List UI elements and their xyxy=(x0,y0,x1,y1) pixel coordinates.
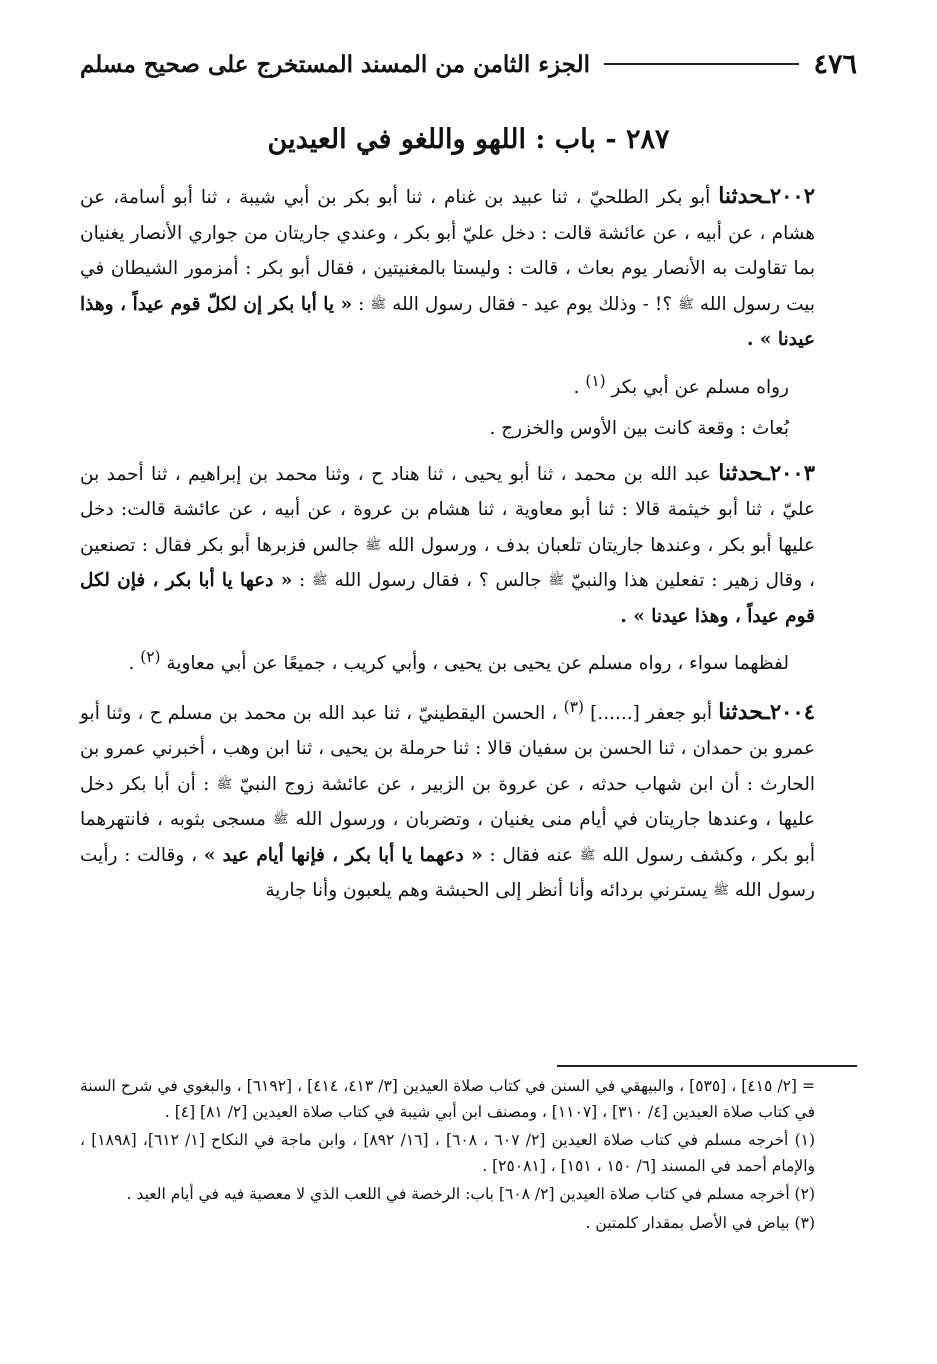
salla-ligature: ﷺ xyxy=(548,573,565,589)
haddathana-word: ـحدثنا xyxy=(718,183,770,209)
note-text: لفظهما سواء ، رواه مسلم عن يحيى بن يحيى ، وأبي كريب ، جميعًا عن أبي معاوية xyxy=(166,653,789,675)
hadith-number: ٢٠٠٣ xyxy=(769,459,815,485)
salla-ligature: ﷺ xyxy=(272,812,289,828)
hadith-text: الحسن اليقطينيّ ، ثنا عبد الله بن محمد بن مسلم ح ، وثنا أبو عمرو بن حمدان ، ثنا الحسن بن سفيان قالا : ثنا حرملة بن يحيى ، ثنا ابن وهب ، أخبرني عمرو بن الحارث : أن ابن شهاب حدثه ، عن عروة بن الزبير ، عن عائشة زوج النبيّ xyxy=(80,702,816,795)
note-text: . xyxy=(573,376,586,398)
hadith-text: جالس فزبرها أبو بكر فقال : تصنعين ، وقال زهير : تفعلين هذا والنبيّ xyxy=(80,534,816,592)
prophet-quote: « يا أبا بكر إن لكلّ قوم عيداً ، وهذا عيدنا » . xyxy=(80,293,815,350)
salla-ligature: ﷺ xyxy=(713,883,729,899)
footnote-separator xyxy=(557,1065,857,1067)
hadith-text: جالس ؟ ، فقال رسول الله xyxy=(334,570,549,592)
salla-ligature: ﷺ xyxy=(579,847,596,863)
footnote-2: (٢) أخرجه مسلم في كتاب صلاة العيدين [٢/ ٦٠٨] باب: الرخصة في اللعب الذي لا معصية فيه في أيام العيد . xyxy=(126,1185,815,1203)
running-title: الجزء الثامن من المسند المستخرج على صحيح مسلم xyxy=(80,50,590,78)
footnote-ref: (٣) xyxy=(563,697,584,716)
note-text: رواه مسلم عن أبي بكر xyxy=(611,376,789,398)
hadith-text: ، وقالت : رأيت رسول الله xyxy=(80,844,815,902)
hadith-text: مسجى بثوبه ، فانتهرهما أبو بكر ، وكشف رسول الله xyxy=(80,809,815,866)
header-rule xyxy=(604,63,799,65)
takhrij-note xyxy=(80,364,815,406)
hadith-number: ٢٠٠٤ xyxy=(769,698,815,724)
hadith-text: أبو بكر الطلحيّ ، ثنا عبيد بن غنام ، ثنا أبو بكر بن أبي شيبة ، ثنا أبو أسامة، عن هشام ، عن أبيه ، عن عائشة قالت : دخل عليّ أبو بكر ، وعندي جاريتان من جواري الأنصار يغنيان بما تقاولت به الأنصار يوم بعاث ، قالت : وليستا بالمغنيتين ، فقال أبو بكر : أمزمور الشيطان في بيت رسول الله xyxy=(80,187,815,315)
hadith-text: : أن أبا بكر دخل عليها ، وعندها جاريتان في أيام منى يغنيان ، وتضربان ، ورسول الله xyxy=(80,773,815,831)
hadith-text: ؟! - وذلك يوم عيد - فقال رسول الله xyxy=(392,293,679,315)
hadith-2004: ٢٠٠٤ـحدثنا أبو جعفر [......] $^{(٣)}$ ، الحسن اليقطينيّ ، ثنا عبد الله بن محمد بن مسلم ح ، وثنا أبو عمرو بن حمدان ، ثنا الحسن بن سفيان قالا : ثنا حرملة بن يحيى ، ثنا ابن وهب ، أخبرني عمرو بن الحارث : أن ابن شهاب حدثه ، عن عروة بن الزبير ، عن عائشة زوج النبيّ ﷺ : أن أبا بكر دخل عليها ، وعندها جاريتان في أيام منى يغنيان ، وتضربان ، ورسول الله ﷺ مسجى بثوبه ، فانتهرهما أبو بكر ، وكشف رسول الله ﷺ عنه فقال : « دعهما يا أبا بكر ، فإنها أيام عيد » ، وقالت : رأيت رسول الله ﷺ يسترني بردائه وأنا أنظر إلى الحبشة وهم يلعبون وأنا جارية xyxy=(80,697,816,902)
chapter-title: ٢٨٧ - باب : اللهو واللغو في العيدين xyxy=(267,124,670,155)
haddathana-word: ـحدثنا xyxy=(718,459,770,486)
salla-ligature: ﷺ xyxy=(678,296,694,312)
running-header xyxy=(80,46,857,82)
footnote-continued: = [٢/ ٤١٥] ، [٥٣٥] ، والبيهقي في السنن في كتاب صلاة العيدين [٣/ ٤١٣، ٤١٤] ، [٦١٩٢] ، والبغوي في شرح السنة في كتاب صلاة العيدين [٤/ ٣١٠] ، [١١٠٧] ، ومصنف ابن أبي شيبة في كتاب صلاة العيدين [٢/ ٨١] [٤] . xyxy=(80,1077,815,1121)
hadith-text: يسترني بردائه وأنا أنظر إلى الحبشة وهم يلعبون وأنا جارية xyxy=(265,880,714,902)
hadith-text: : xyxy=(292,570,312,592)
prophet-quote: « دعها يا أبا بكر ، فإن لكل قوم عيداً ، وهذا عيدنا » . xyxy=(80,570,815,627)
salla-ligature: ﷺ xyxy=(370,296,387,312)
page-number: ٤٧٦ xyxy=(813,48,857,80)
hadith-text: : xyxy=(352,293,371,315)
hadith-number: ٢٠٠٢ xyxy=(769,183,815,208)
footnote-ref: (١) xyxy=(585,371,606,390)
footnotes xyxy=(80,1074,815,1239)
note-text: . xyxy=(128,653,141,675)
salla-ligature: ﷺ xyxy=(311,573,328,589)
takhrij-note xyxy=(80,640,815,682)
hadith-text: عبد الله بن محمد ، ثنا أبو يحيى ، ثنا هناد ح ، وثنا محمد بن إبراهيم ، ثنا أحمد بن عليّ ، ثنا أبو خيثمة قالا : ثنا أبو معاوية ، ثنا هشام بن عروة ، عن أبيه ، عن عائشة قالت: دخل عليها أبو بكر ، وعندها جاريتان تلعبان بدف ، ورسول الله xyxy=(80,463,815,556)
main-text xyxy=(80,178,815,909)
footnote-ref: (٢) xyxy=(140,648,161,667)
hadith-2003 xyxy=(80,455,815,635)
prophet-quote: « دعهما يا أبا بكر ، فإنها أيام عيد » xyxy=(203,844,483,866)
salla-ligature: ﷺ xyxy=(365,537,382,553)
hadith-text: أبو جعفر [......] xyxy=(590,702,719,724)
gloss-note: بُعاث : وقعة كانت بين الأوس والخزرج . xyxy=(489,418,789,440)
salla-ligature: ﷺ xyxy=(216,776,233,792)
footnote-1: (١) أخرجه مسلم في كتاب صلاة العيدين [٢/ ٦٠٧ ، ٦٠٨] ، [١٦/ ٨٩٢] ، وابن ماجة في النكاح [١/ ٦١٢]، [١٨٩٨] ، والإمام أحمد في المسند [٦/ ١٥٠ ، ١٥١] ، [٢٥٠٨١] . xyxy=(80,1131,816,1175)
hadith-2002 xyxy=(80,178,815,358)
haddathana-word: ـحدثنا xyxy=(718,698,770,725)
hadith-text: عنه فقال : xyxy=(482,844,580,866)
footnote-3: (٣) بياض في الأصل بمقدار كلمتين . xyxy=(585,1213,815,1232)
